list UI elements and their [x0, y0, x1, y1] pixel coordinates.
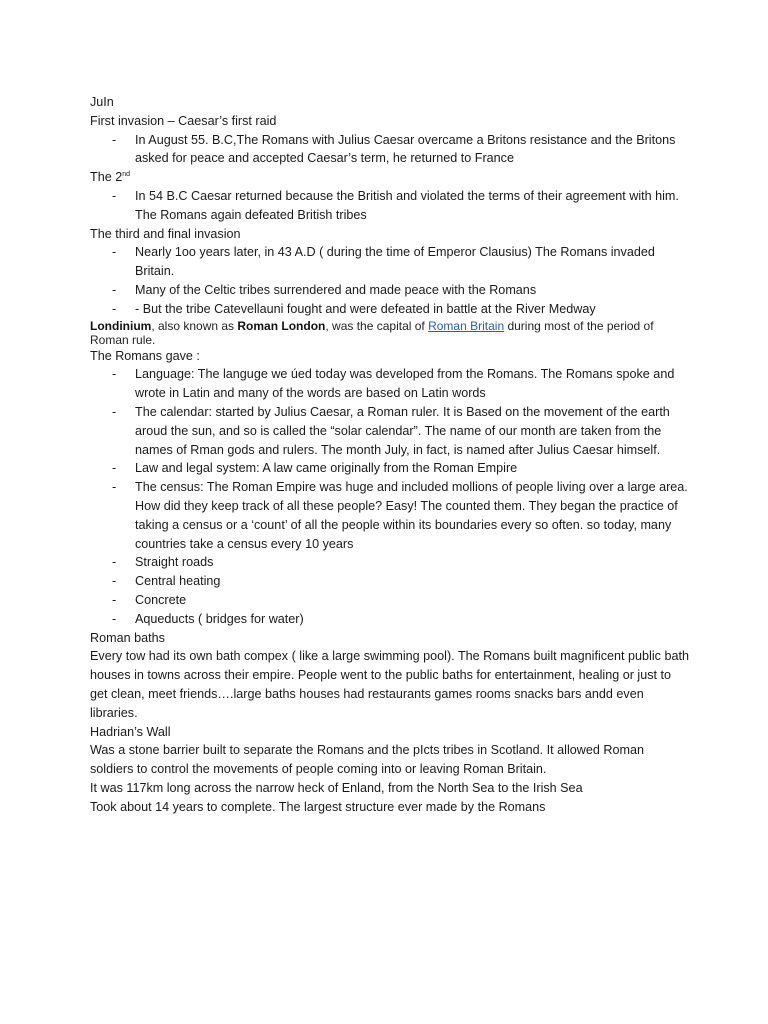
bullet-dash: -: [112, 282, 117, 297]
second-invasion-heading: [90, 168, 690, 187]
bullet-text: The calendar: started by Julius Caesar, a Roman ruler. It is Based on the movement of the earth aroud the sun, and so is called the “solar calendar”. The name of our month are taken from the names of Rman gods and rulers. The month July, in fact, is named after Julius Caesar himself.: [135, 404, 670, 457]
bullet-text: In 54 B.C Caesar returned because the British and violated the terms of their agreement with him. The Romans again defeated British tribes: [135, 188, 679, 222]
bullet-text: In August 55. B.C,The Romans with Julius Caesar overcame a Britons resistance and the Britons asked for peace and accepted Caesar’s term, he returned to France: [135, 132, 676, 166]
paragraph-text: , was the capital of: [325, 318, 429, 333]
bullet-dash: -: [112, 461, 117, 476]
heading-superscript: nd: [122, 171, 131, 178]
bullet-item: [90, 478, 690, 553]
bullet-text: Law and legal system: A law came originally from the Roman Empire: [135, 461, 518, 476]
bullet-item: [90, 572, 690, 591]
bullet-item: [90, 553, 690, 572]
londinium-term: Londinium: [90, 318, 152, 333]
paragraph-text: , also known as: [151, 318, 238, 333]
bullet-item: [90, 281, 690, 300]
romans-gave-heading: The Romans gave :: [90, 348, 200, 363]
bullet-item: [90, 459, 690, 478]
bullet-dash: -: [112, 592, 117, 607]
document-body: [90, 93, 690, 816]
bullet-dash: -: [112, 301, 117, 316]
bullet-item: [90, 591, 690, 610]
bullet-dash: -: [112, 367, 117, 382]
bullet-dash: -: [112, 574, 117, 589]
bullet-dash: -: [112, 404, 117, 419]
bullet-text: Central heating: [135, 574, 221, 589]
bullet-item: [90, 610, 690, 629]
bullet-item: [90, 131, 690, 169]
bullet-text: - But the tribe Catevellauni fought and were defeated in battle at the River Medway: [135, 301, 596, 316]
paragraph-text: during most of the period of Roman rule.: [90, 318, 654, 347]
londinium-paragraph: [90, 319, 690, 347]
bullet-dash: -: [112, 480, 117, 495]
bullet-text: Many of the Celtic tribes surrendered and made peace with the Romans: [135, 282, 537, 297]
roman-baths-heading: Roman baths: [90, 630, 165, 645]
heading-text: The 2: [90, 170, 123, 185]
roman-britain-link[interactable]: Roman Britain: [428, 318, 505, 333]
hadrians-wall-paragraph: Was a stone barrier built to separate the Romans and the pIcts tribes in Scotland. It allowed Roman soldiers to control the movements of people coming into or leaving Roman Britain.: [90, 743, 644, 777]
bullet-item: [90, 403, 690, 459]
bullet-dash: -: [112, 611, 117, 626]
hadrians-wall-length: It was 117km long across the narrow heck of Enland, from the North Sea to the Irish Sea: [90, 780, 583, 795]
bullet-item: [90, 243, 690, 281]
third-invasion-heading: The third and final invasion: [90, 226, 241, 241]
bullet-item: [90, 365, 690, 403]
bullet-text: Concrete: [135, 592, 187, 607]
document-header: JuIn: [90, 95, 114, 109]
bullet-dash: -: [112, 188, 117, 203]
roman-london-term: Roman London: [237, 318, 326, 333]
bullet-text: Nearly 1oo years later, in 43 A.D ( during the time of Emperor Clausius) The Romans invaded Britain.: [135, 245, 655, 279]
first-invasion-heading: First invasion – Caesar’s first raid: [90, 113, 277, 128]
bullet-item: [90, 300, 690, 319]
hadrians-wall-heading: Hadrian’s Wall: [90, 724, 171, 739]
bullet-dash: -: [112, 132, 117, 147]
bullet-dash: -: [112, 245, 117, 260]
bullet-text: The census: The Roman Empire was huge and included mollions of people living over a large area. How did they keep track of all these people? Easy! The counted them. They began the practice of taking a census or a ‘count’ of all the people within its boundaries every so often. so today, many countries take a census every 10 years: [135, 480, 688, 551]
bullet-text: Aqueducts ( bridges for water): [135, 611, 304, 626]
bullet-dash: -: [112, 555, 117, 570]
roman-baths-paragraph: Every tow had its own bath compex ( like a large swimming pool). The Romans built magnificent public bath houses in towns across their empire. People went to the public baths for entertainment, healing or just to get clean, meet friends….large baths houses had restaurants games rooms snacks bars andd even libraries.: [90, 649, 689, 720]
hadrians-wall-duration: Took about 14 years to complete. The largest structure ever made by the Romans: [90, 799, 546, 814]
bullet-text: Language: The languge we úed today was developed from the Romans. The Romans spoke and wrote in Latin and many of the words are based on Latin words: [135, 367, 675, 401]
bullet-item: [90, 187, 690, 225]
bullet-text: Straight roads: [135, 555, 214, 570]
